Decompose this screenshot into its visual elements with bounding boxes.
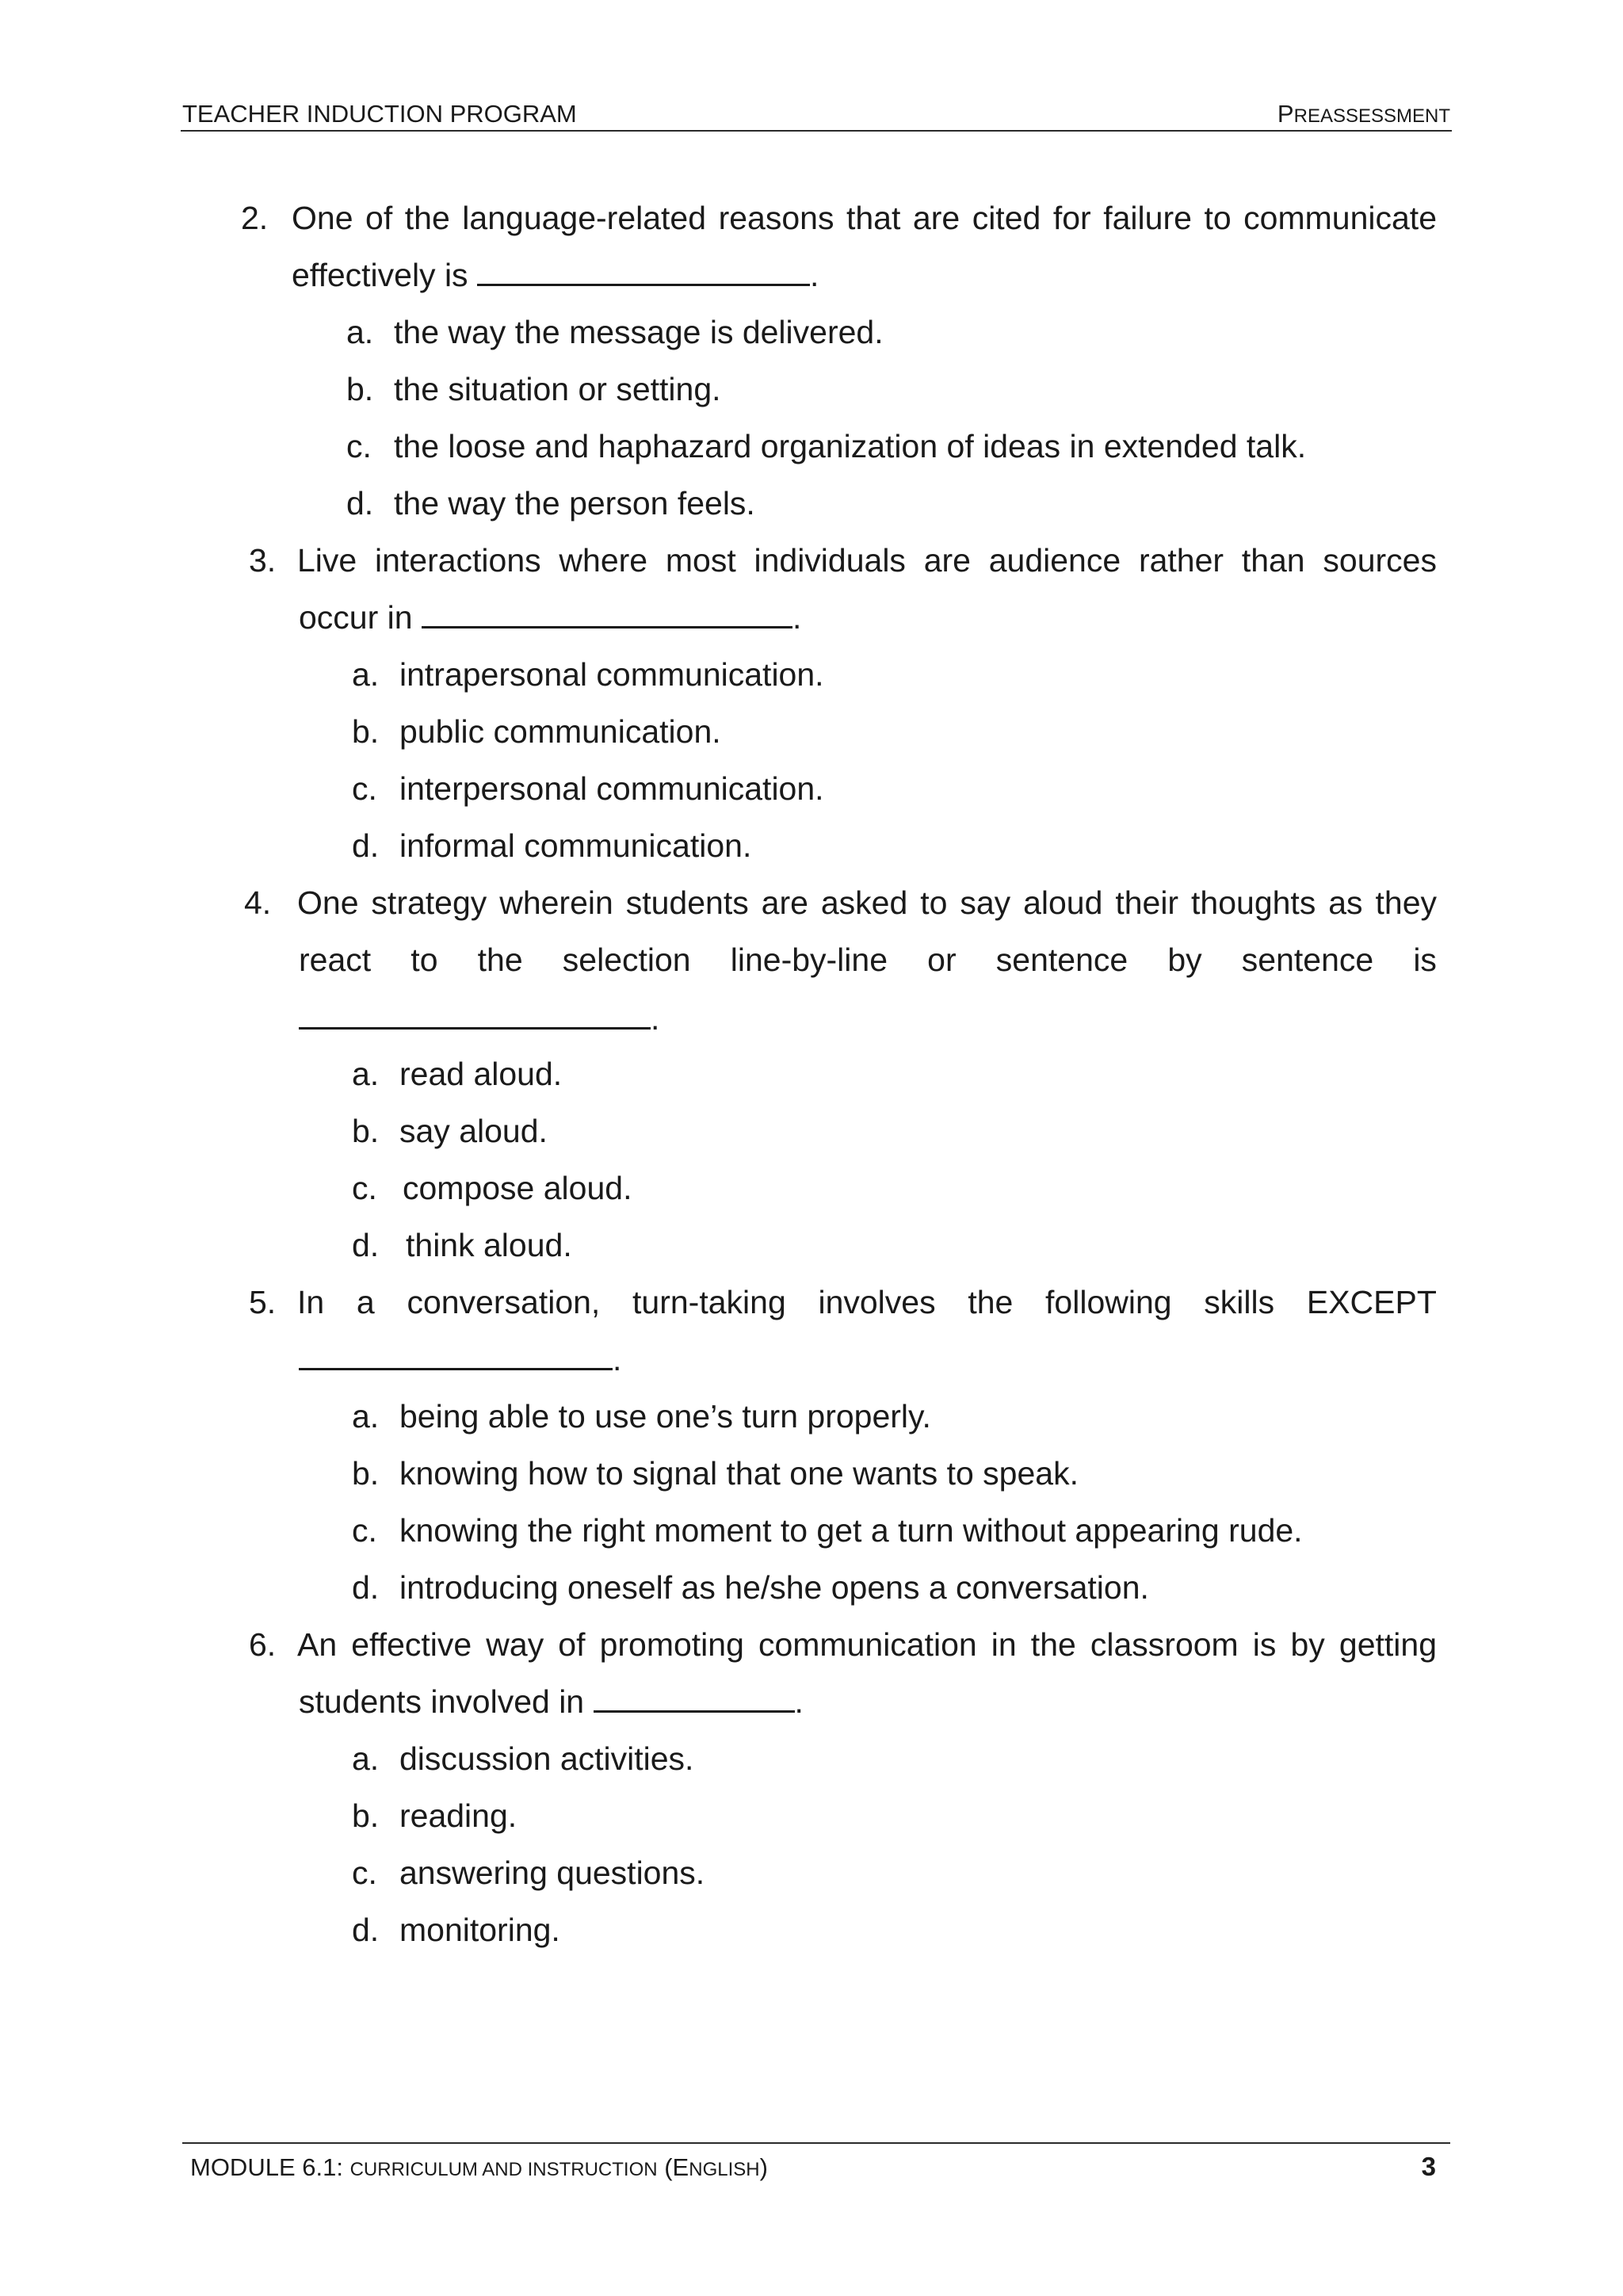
choice-b: b. public communication. — [352, 713, 721, 750]
question-stem-line2: effectively is . — [292, 257, 819, 293]
question-stem-line1: In a conversation, turn-taking involves the following skills EXCEPT — [297, 1284, 1437, 1320]
choice-d: d. introducing oneself as he/she opens a conversation. — [352, 1569, 1149, 1606]
choice-d: d. monitoring. — [352, 1912, 560, 1948]
question-stem-line1: Live interactions where most individuals are audience rather than sources — [297, 542, 1437, 579]
answer-blank — [477, 257, 810, 286]
answer-blank — [422, 599, 792, 628]
question-stem-line2: . — [299, 1341, 621, 1378]
choice-b: b. knowing how to signal that one wants to speak. — [352, 1455, 1079, 1492]
page-header — [181, 97, 1452, 132]
question-stem-line2: occur in . — [299, 599, 802, 636]
question-number: 2. — [241, 200, 269, 236]
choice-d: d. think aloud. — [352, 1227, 572, 1263]
answer-blank — [299, 1000, 651, 1030]
choice-c: c. interpersonal communication. — [352, 770, 824, 807]
choice-b: b. the situation or setting. — [346, 371, 721, 407]
choice-a: a. being able to use one’s turn properly. — [352, 1398, 931, 1435]
answer-blank — [594, 1683, 795, 1713]
choice-c: c. answering questions. — [352, 1855, 705, 1891]
question-number: 5. — [249, 1284, 277, 1320]
question-stem-line1: One strategy wherein students are asked to say aloud their thoughts as they — [297, 884, 1437, 921]
choice-d: d. informal communication. — [352, 827, 752, 864]
choice-c: c. the loose and haphazard organization of ideas in extended talk. — [346, 428, 1307, 464]
question-stem-line2: react to the selection line-by-line or sentence by sentence is — [299, 942, 1437, 978]
header-program-title: TEACHER INDUCTION PROGRAM — [182, 100, 577, 128]
question-stem-line3: . — [299, 1000, 659, 1037]
page-number: 3 — [1421, 2152, 1436, 2181]
header-section-title: PREASSESSMENT — [1277, 100, 1450, 128]
choice-a: a. discussion activities. — [352, 1740, 694, 1777]
question-stem-line2: students involved in . — [299, 1683, 804, 1720]
question-number: 4. — [244, 884, 272, 921]
choice-c: c. knowing the right moment to get a turn without appearing rude. — [352, 1512, 1303, 1549]
question-stem-line1: One of the language-related reasons that are cited for failure to communicate — [292, 200, 1437, 236]
choice-a: a. intrapersonal communication. — [352, 656, 824, 693]
choice-b: b. reading. — [352, 1797, 517, 1834]
choice-a: a. read aloud. — [352, 1056, 563, 1092]
choice-b: b. say aloud. — [352, 1113, 548, 1149]
choice-a: a. the way the message is delivered. — [346, 314, 884, 350]
footer-module-title: MODULE 6.1: CURRICULUM AND INSTRUCTION (ENGLISH) — [190, 2153, 768, 2181]
answer-blank — [299, 1341, 613, 1370]
page-footer — [182, 2142, 1450, 2183]
question-number: 3. — [249, 542, 277, 579]
choice-d: d. the way the person feels. — [346, 485, 755, 521]
question-number: 6. — [249, 1626, 277, 1663]
choice-c: c. compose aloud. — [352, 1170, 632, 1206]
question-stem-line1: An effective way of promoting communication in the classroom is by getting — [297, 1626, 1437, 1663]
